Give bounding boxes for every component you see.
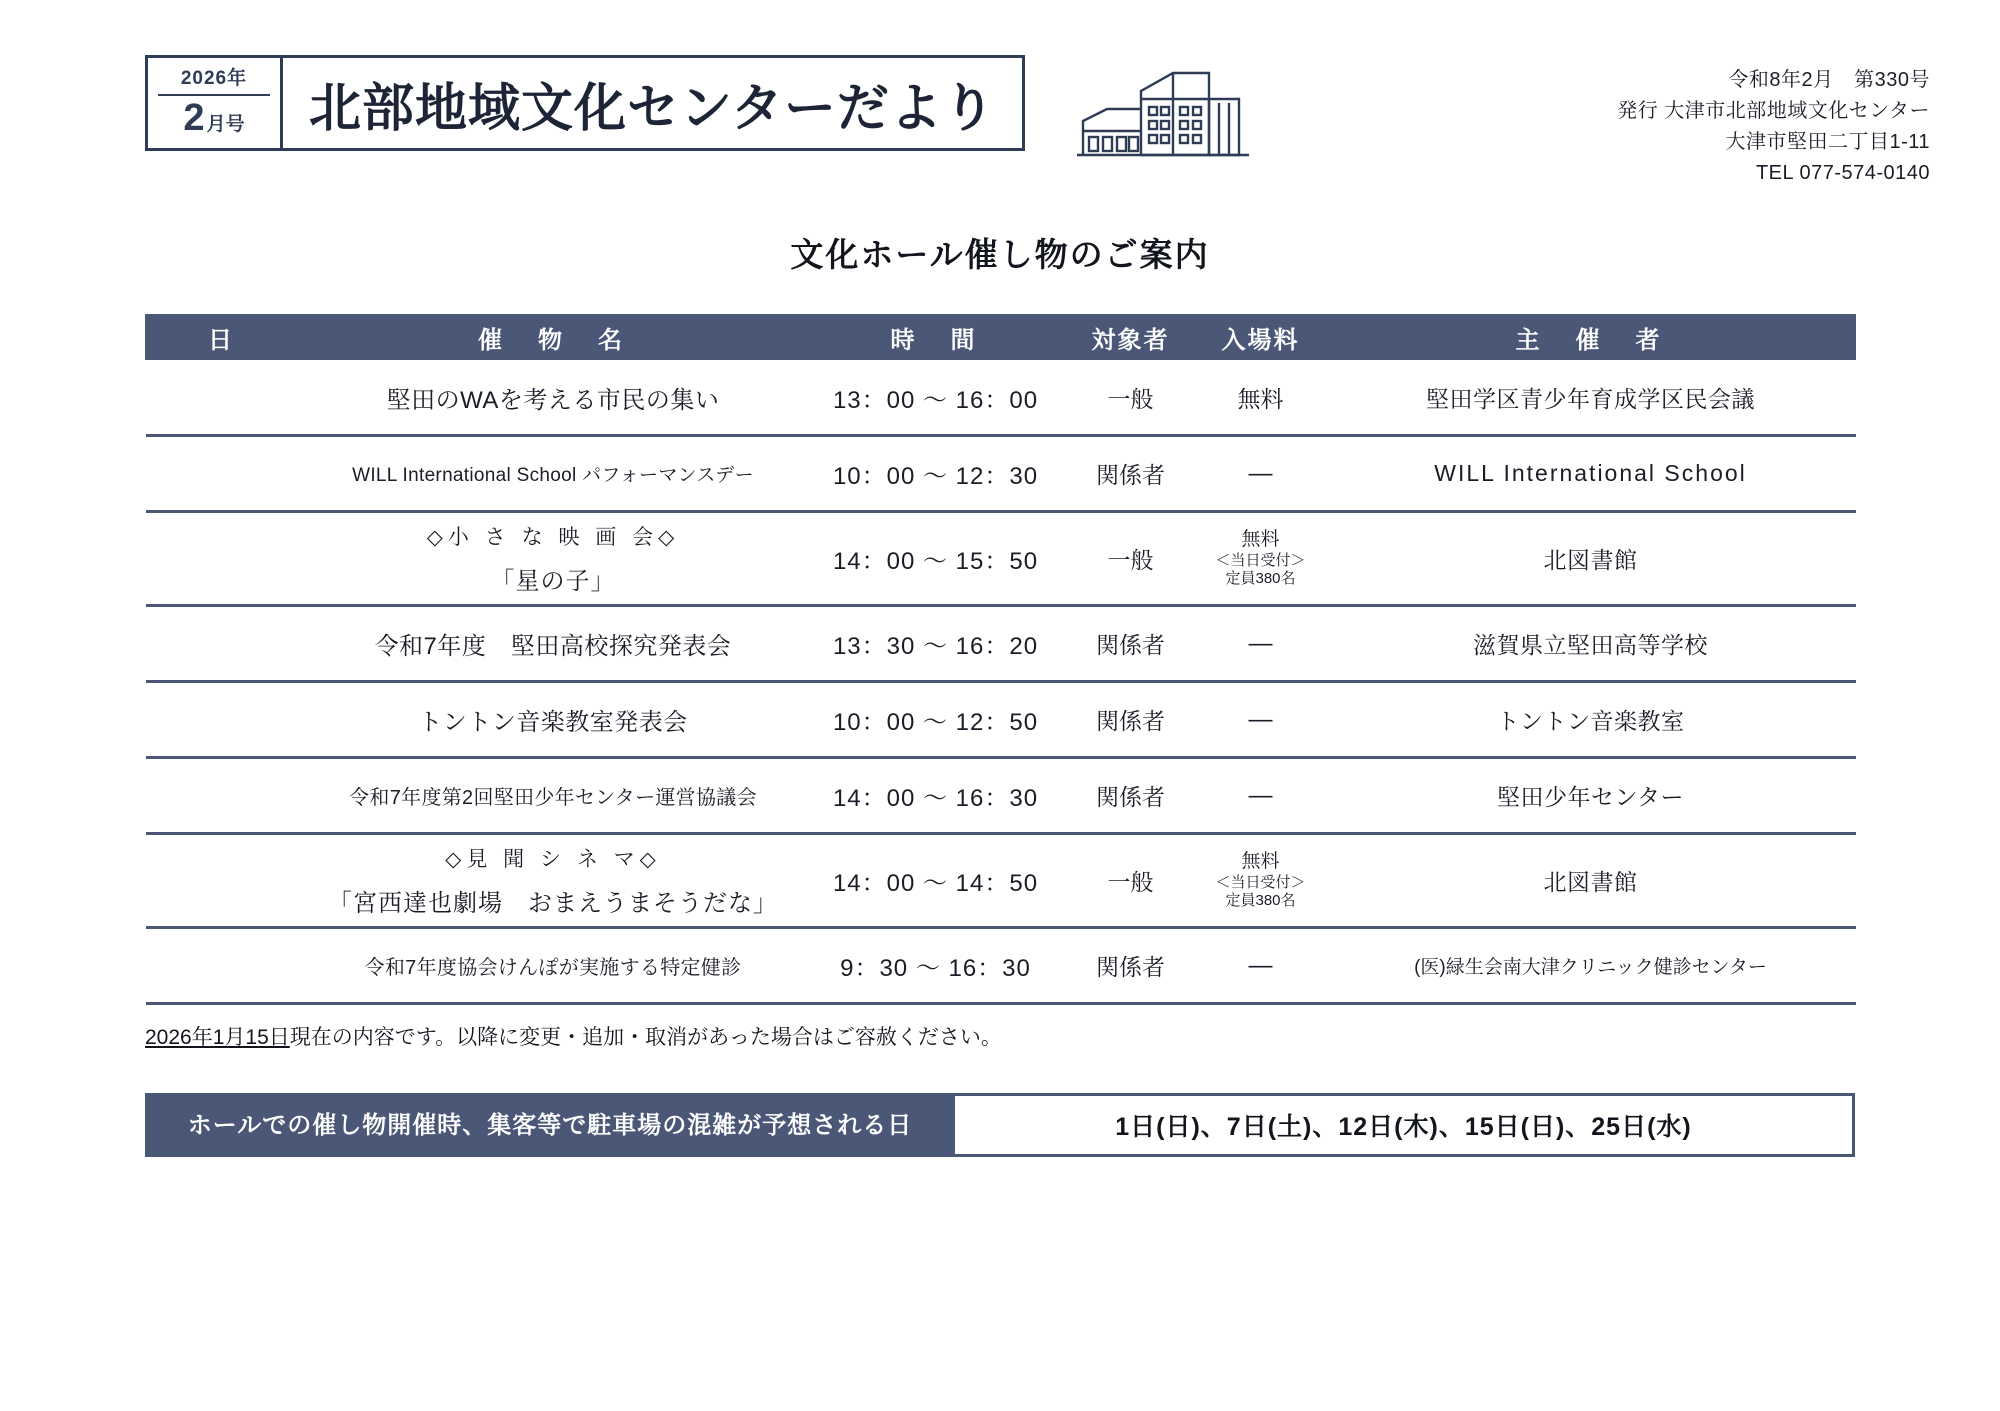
event-time: 10：00 ～ 12：50 xyxy=(832,709,1039,736)
event-fee: ― xyxy=(1248,705,1273,733)
event-name: 令和7年度協会けんぽが実施する特定健診 xyxy=(364,957,742,979)
row-time xyxy=(806,682,1066,758)
event-target: 一般 xyxy=(1107,869,1154,895)
row-day xyxy=(146,682,301,758)
event-series-label: ◇小 さ な 映 画 会◇ xyxy=(426,526,680,549)
col-target: 対象者 xyxy=(1066,315,1196,360)
row-host xyxy=(1326,436,1856,512)
row-target xyxy=(1066,682,1196,758)
event-target: 一般 xyxy=(1107,547,1154,573)
event-time: 14：00 ～ 16：30 xyxy=(832,785,1039,812)
building-icon xyxy=(1063,59,1263,164)
row-target xyxy=(1066,436,1196,512)
event-title: 「宮西達也劇場 おまえうまそうだな」 xyxy=(328,890,778,917)
footnote-date: 2026年1月15日 xyxy=(145,1026,290,1049)
day-weekday: 木 xyxy=(234,784,258,810)
event-fee: ― xyxy=(1248,629,1273,657)
event-time: 9：30 ～ 16：30 xyxy=(840,955,1031,982)
page-header xyxy=(0,0,2000,189)
event-time: 14：00 ～ 14：50 xyxy=(832,870,1039,897)
row-time xyxy=(806,834,1066,928)
event-name: 令和7年度第2回堅田少年センター運営協議会 xyxy=(349,787,757,809)
event-target: 関係者 xyxy=(1096,462,1165,488)
row-event xyxy=(301,606,806,682)
badge-divider xyxy=(158,94,270,96)
event-name xyxy=(305,521,802,596)
row-day xyxy=(146,606,301,682)
table-header-row xyxy=(146,315,1856,360)
event-fee: ― xyxy=(1248,781,1273,809)
table-row xyxy=(146,928,1856,1004)
parking-notice-dates: 1日(日)、7日(土)、12日(木)、15日(日)、25日(水) xyxy=(955,1093,1855,1157)
row-event xyxy=(301,360,806,436)
event-fee: 無料 xyxy=(1237,385,1284,412)
issue-year: 2026年 xyxy=(180,68,248,89)
event-fee xyxy=(1200,850,1322,911)
table-row xyxy=(146,606,1856,682)
row-fee xyxy=(1196,928,1326,1004)
publisher-tel: TEL 077-574-0140 xyxy=(1755,162,1930,184)
row-target xyxy=(1066,606,1196,682)
event-target: 関係者 xyxy=(1096,632,1165,658)
issue-month-suffix: 月号 xyxy=(206,114,245,135)
row-fee xyxy=(1196,360,1326,436)
schedule-table-wrap xyxy=(145,314,1855,1005)
row-day xyxy=(146,360,301,436)
event-name xyxy=(305,843,802,918)
day-weekday: 日 xyxy=(234,385,258,412)
issue-month-number: 2 xyxy=(183,97,205,139)
event-fee: ― xyxy=(1248,951,1273,979)
day-number: 7 xyxy=(193,462,207,488)
day-number: 15 xyxy=(186,708,214,734)
col-day: 日 xyxy=(146,315,301,360)
day-weekday: 日 xyxy=(234,708,258,734)
row-fee xyxy=(1196,834,1326,928)
row-host xyxy=(1326,360,1856,436)
row-time xyxy=(806,436,1066,512)
event-host: 滋賀県立堅田高等学校 xyxy=(1473,632,1708,658)
event-title: 「星の子」 xyxy=(490,568,616,595)
fee-amount: 無料 xyxy=(1241,528,1280,550)
row-time xyxy=(806,928,1066,1004)
parking-notice xyxy=(145,1093,1855,1157)
event-name: 堅田のWAを考える市民の集い xyxy=(386,386,720,414)
row-day xyxy=(146,436,301,512)
row-target xyxy=(1066,834,1196,928)
event-name: トントン音楽教室発表会 xyxy=(418,709,688,736)
row-fee xyxy=(1196,682,1326,758)
event-host: 北図書館 xyxy=(1543,869,1638,895)
col-fee: 入場料 xyxy=(1196,315,1326,360)
row-target xyxy=(1066,360,1196,436)
col-event: 催 物 名 xyxy=(301,315,806,360)
event-host: (医)緑生会南大津クリニック健診センター xyxy=(1414,957,1767,978)
col-time: 時 間 xyxy=(806,315,1066,360)
row-fee xyxy=(1196,758,1326,834)
publication-info xyxy=(1617,55,1930,189)
row-event xyxy=(301,512,806,606)
row-fee xyxy=(1196,512,1326,606)
event-name: 令和7年度 堅田高校探究発表会 xyxy=(374,633,732,660)
event-host: 堅田学区青少年育成学区民会議 xyxy=(1426,385,1755,412)
table-row xyxy=(146,758,1856,834)
table-row xyxy=(146,834,1856,928)
title-block xyxy=(145,55,1025,151)
row-target xyxy=(1066,512,1196,606)
fee-note: ＜当日受付＞ xyxy=(1215,873,1306,891)
row-event xyxy=(301,758,806,834)
row-host xyxy=(1326,928,1856,1004)
event-time: 14：00 ～ 15：50 xyxy=(832,548,1039,575)
publisher: 発行 大津市北部地域文化センター xyxy=(1617,100,1930,122)
row-target xyxy=(1066,928,1196,1004)
table-row xyxy=(146,682,1856,758)
day-weekday: 土 xyxy=(234,462,258,488)
event-target: 関係者 xyxy=(1096,708,1165,734)
day-weekday: 火 xyxy=(234,547,258,573)
event-time: 13：30 ～ 16：20 xyxy=(832,633,1039,660)
publisher-address: 大津市堅田二丁目1-11 xyxy=(1725,131,1930,153)
event-host: 北図書館 xyxy=(1543,547,1638,573)
row-time xyxy=(806,512,1066,606)
footnote xyxy=(145,1021,1855,1051)
day-number: 19 xyxy=(186,784,214,810)
day-number: 21 xyxy=(186,869,214,895)
day-number: 25 xyxy=(186,954,214,980)
event-series-label: ◇見 聞 シ ネ マ◇ xyxy=(445,848,661,871)
issue-month xyxy=(183,99,244,137)
row-time xyxy=(806,360,1066,436)
issue-month-badge xyxy=(148,58,283,148)
fee-amount: 無料 xyxy=(1241,850,1280,872)
row-host xyxy=(1326,682,1856,758)
row-time xyxy=(806,758,1066,834)
day-number: 1 xyxy=(193,385,207,412)
event-time: 10：00 ～ 12：30 xyxy=(832,463,1039,490)
day-weekday: 木 xyxy=(234,632,258,658)
table-row xyxy=(146,436,1856,512)
issue-number: 令和8年2月 第330号 xyxy=(1728,69,1930,91)
row-event xyxy=(301,436,806,512)
event-name: WILL International School パフォーマンスデー xyxy=(352,465,754,486)
row-target xyxy=(1066,758,1196,834)
row-event xyxy=(301,928,806,1004)
day-number: 10 xyxy=(186,547,214,573)
fee-capacity: 定員380名 xyxy=(1225,570,1296,588)
day-weekday: 土 xyxy=(234,869,258,895)
row-event xyxy=(301,834,806,928)
section-title: 文化ホール催し物のご案内 xyxy=(790,236,1210,273)
event-target: 関係者 xyxy=(1096,784,1165,810)
row-day xyxy=(146,928,301,1004)
fee-note: ＜当日受付＞ xyxy=(1215,551,1306,569)
row-day xyxy=(146,758,301,834)
col-host: 主 催 者 xyxy=(1326,315,1856,360)
schedule-table xyxy=(145,314,1856,1005)
day-number: 12 xyxy=(186,632,214,658)
event-time: 13：00 ～ 16：00 xyxy=(832,386,1039,414)
footnote-text: 現在の内容です。以降に変更・追加・取消があった場合はご容赦ください。 xyxy=(289,1026,1002,1049)
row-host xyxy=(1326,606,1856,682)
event-fee xyxy=(1200,528,1322,589)
event-target: 関係者 xyxy=(1096,954,1165,980)
row-event xyxy=(301,682,806,758)
row-host xyxy=(1326,758,1856,834)
parking-notice-label: ホールでの催し物開催時、集客等で駐車場の混雑が予想される日 xyxy=(145,1093,955,1157)
event-target: 一般 xyxy=(1107,385,1154,412)
row-host xyxy=(1326,834,1856,928)
row-fee xyxy=(1196,606,1326,682)
row-host xyxy=(1326,512,1856,606)
fee-capacity: 定員380名 xyxy=(1225,892,1296,910)
row-fee xyxy=(1196,436,1326,512)
row-day xyxy=(146,512,301,606)
page-title: 北部地域文化センターだより xyxy=(309,79,996,138)
table-row xyxy=(146,360,1856,436)
event-host: 堅田少年センター xyxy=(1496,784,1685,810)
day-weekday: 水 xyxy=(234,954,258,980)
row-time xyxy=(806,606,1066,682)
event-host: トントン音楽教室 xyxy=(1496,708,1685,734)
row-day xyxy=(146,834,301,928)
event-host: WILL International School xyxy=(1434,460,1747,486)
table-row xyxy=(146,512,1856,606)
event-fee: ― xyxy=(1248,459,1273,487)
